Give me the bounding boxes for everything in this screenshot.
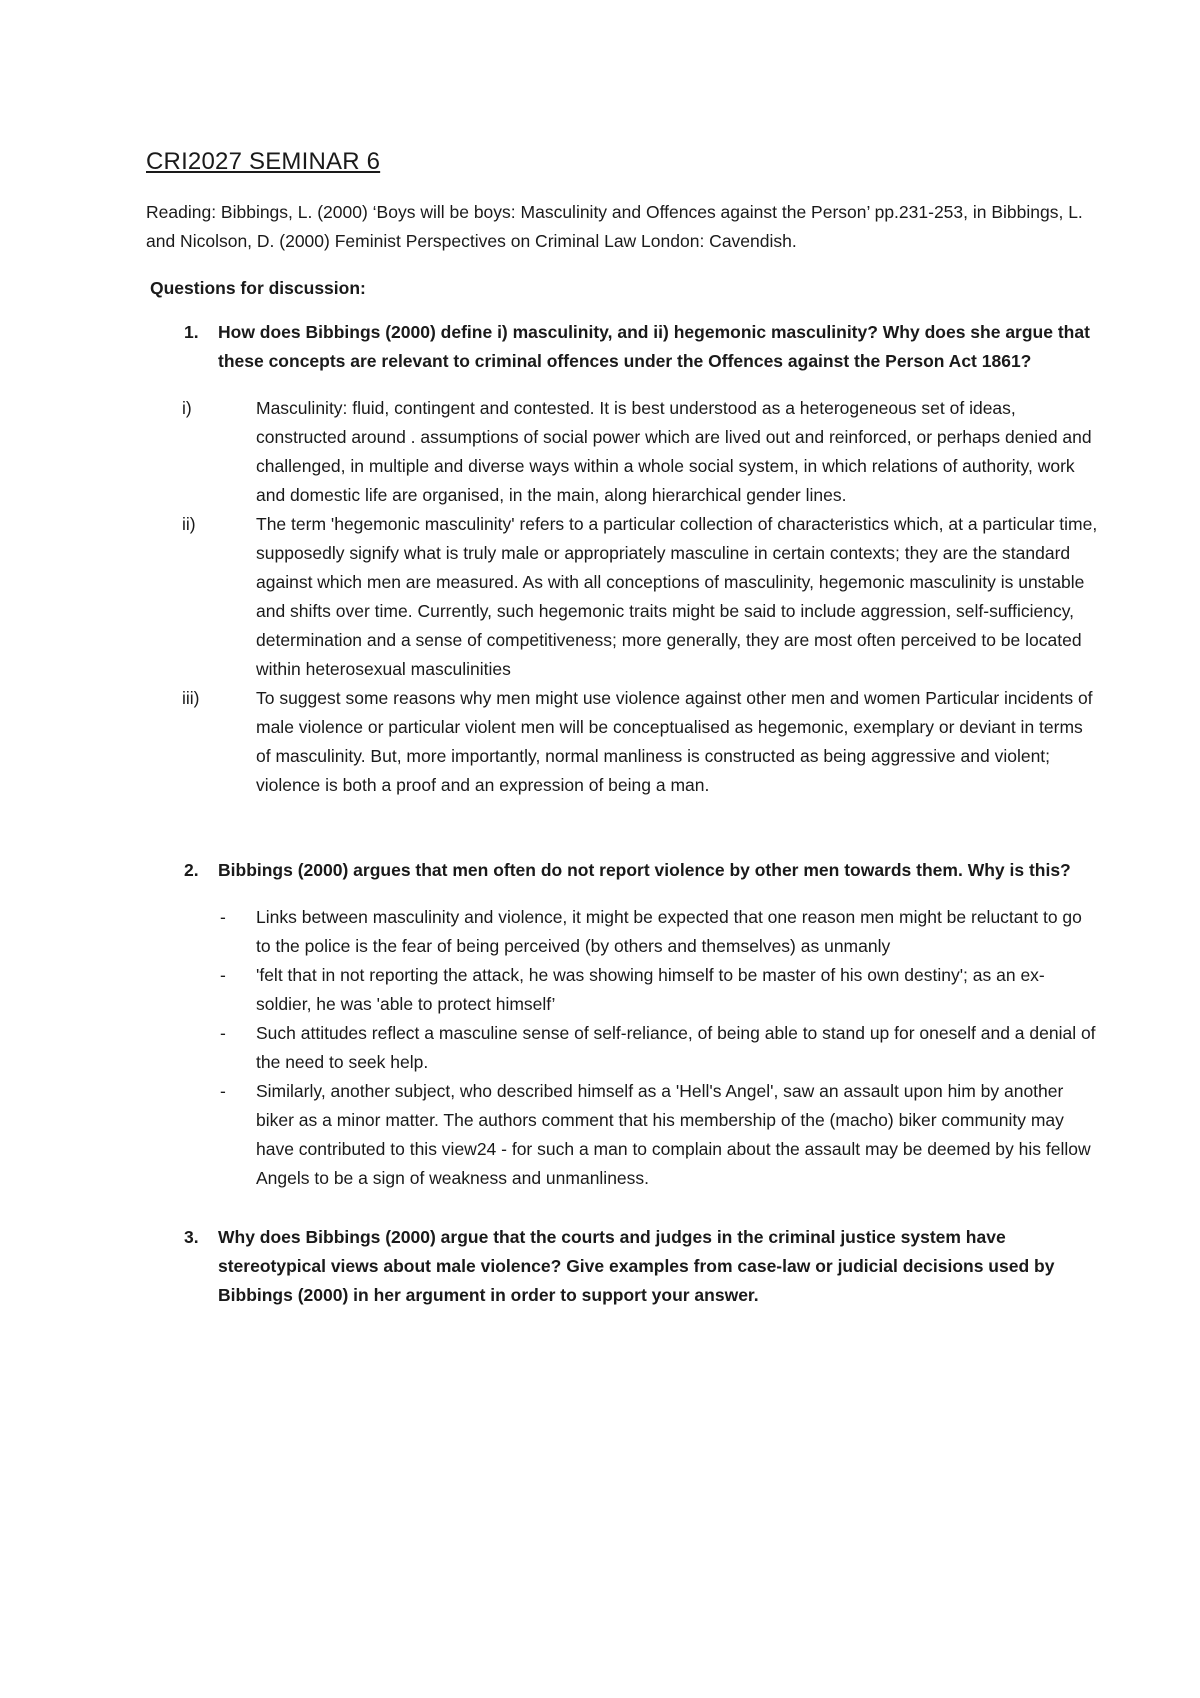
question-1: [146, 318, 1100, 376]
bullet-dash: -: [220, 1023, 226, 1043]
question-number: 2.: [184, 860, 199, 880]
answer-text: The term 'hegemonic masculinity' refers to a particular collection of characteristics which, at a particular time, supposedly signify what is truly male or appropriately masculine in certain contexts; they are the standard against which men are measured. As with all conceptions of masculinity, hegemonic masculinity is unstable and shifts over time. Currently, such hegemonic traits might be said to include aggression, self-sufficiency, determination and a sense of competitiveness; more generally, they are most often perceived to be located within heterosexual masculinities: [256, 514, 1098, 679]
answer-text: Masculinity: fluid, contingent and contested. It is best understood as a heterogeneous set of ideas, constructed around . assumptions of social power which are lived out and reinforced, or perhaps denied and challenged, in multiple and diverse ways within a whole social system, in which relations of authority, work and domestic life are organised, in the main, along hierarchical gender lines.: [256, 398, 1092, 505]
bullet-item: [146, 1019, 1100, 1077]
question-2: [146, 856, 1100, 885]
answer-number: ii): [182, 514, 196, 534]
question-3: [146, 1223, 1100, 1310]
question-text: Why does Bibbings (2000) argue that the courts and judges in the criminal justice system have stereotypical views about male violence? Give examples from case-law or judicial decisions used by Bibbings (2000) in her argument in order to support your answer.: [218, 1227, 1055, 1305]
bullet-item: [146, 1077, 1100, 1193]
answer-item: [146, 510, 1100, 684]
bullet-text: 'felt that in not reporting the attack, he was showing himself to be master of his own destiny'; as an ex-soldier, he was 'able to protect himself’: [256, 965, 1045, 1014]
bullet-dash: -: [220, 965, 226, 985]
answer-item: [146, 394, 1100, 510]
answer-number: iii): [182, 688, 200, 708]
question-text: How does Bibbings (2000) define i) masculinity, and ii) hegemonic masculinity? Why does she argue that these concepts are relevant to criminal offences under the Offences against the Person Act 1861?: [218, 322, 1090, 371]
question-text: Bibbings (2000) argues that men often do not report violence by other men towards them. Why is this?: [218, 860, 1071, 880]
bullet-item: [146, 961, 1100, 1019]
question-2-answers: [146, 903, 1100, 1193]
reading-reference: Reading: Bibbings, L. (2000) ‘Boys will be boys: Masculinity and Offences against the Person’ pp.231-253, in Bibbings, L. and Nicolson, D. (2000) Feminist Perspectives on Criminal Law London: Cavendish.: [146, 202, 1083, 251]
bullet-dash: -: [220, 907, 226, 927]
bullet-text: Links between masculinity and violence, it might be expected that one reason men might be reluctant to go to the police is the fear of being perceived (by others and themselves) as unmanly: [256, 907, 1082, 956]
bullet-dash: -: [220, 1081, 226, 1101]
answer-text: To suggest some reasons why men might use violence against other men and women Particular incidents of male violence or particular violent men will be conceptualised as hegemonic, exemplary or deviant in terms of masculinity. But, more importantly, normal manliness is constructed as being aggressive and violent; violence is both a proof and an expression of being a man.: [256, 688, 1093, 795]
document-title: CRI2027 SEMINAR 6: [146, 148, 381, 175]
bullet-text: Similarly, another subject, who described himself as a 'Hell's Angel', saw an assault upon him by another biker as a minor matter. The authors comment that his membership of the (macho) biker community may have contributed to this view24 - for such a man to complain about the assault may be deemed by his fellow Angels to be a sign of weakness and unmanliness.: [256, 1081, 1091, 1188]
question-1-answers: [146, 394, 1100, 800]
question-number: 3.: [184, 1227, 199, 1247]
answer-item: [146, 684, 1100, 800]
bullet-item: [146, 903, 1100, 961]
questions-heading: Questions for discussion:: [150, 278, 366, 298]
answer-number: i): [182, 398, 192, 418]
question-number: 1.: [184, 322, 199, 342]
bullet-text: Such attitudes reflect a masculine sense of self-reliance, of being able to stand up for oneself and a denial of the need to seek help.: [256, 1023, 1096, 1072]
